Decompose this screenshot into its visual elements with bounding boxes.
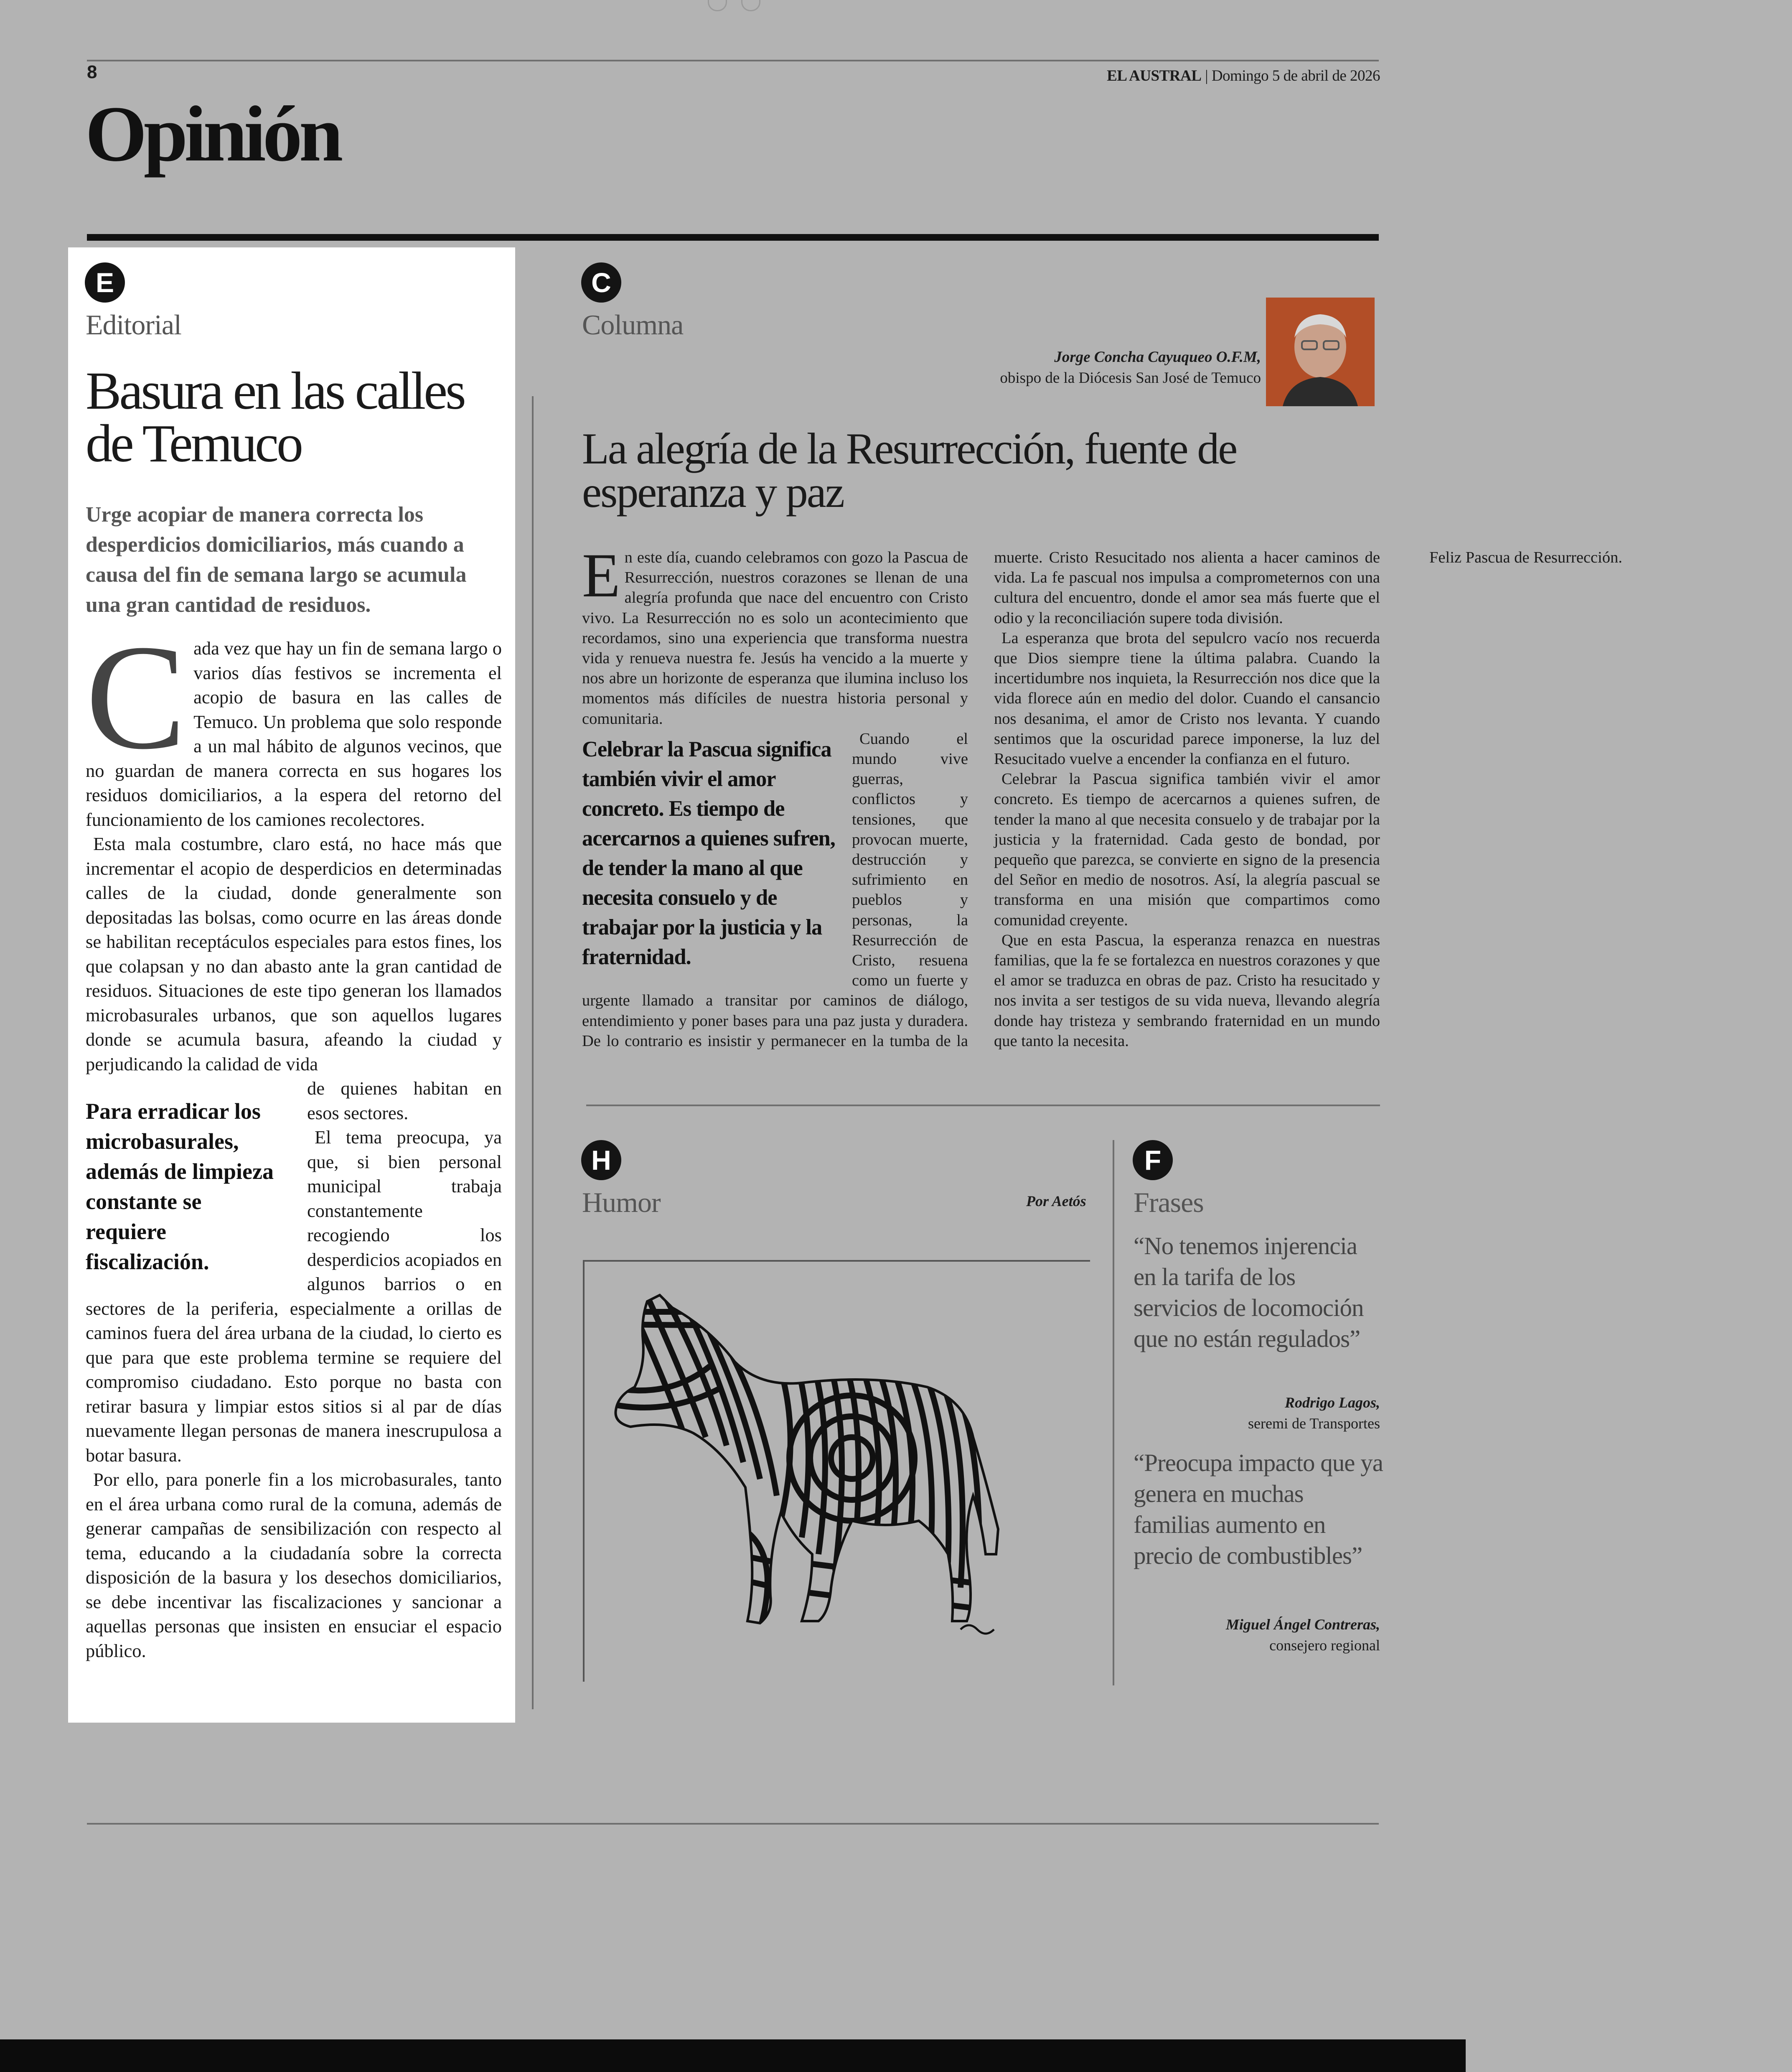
paper-name: EL AUSTRAL — [1107, 67, 1202, 84]
editorial-paragraph-2b: de quienes habitan en esos sectores. — [307, 1078, 502, 1123]
editorial-box — [68, 247, 515, 1723]
frase-quote-2: “Preocupa impacto que ya genera en muchas familias aumento en precio de combustibles” — [1134, 1449, 1383, 1569]
editorial-paragraph-4: Por ello, para ponerle fin a los microbasurales, tanto en el área urbana como rural de la comuna, además de generar campañas de sensibilización con respecto al tema, educando a la ciudadanía sobre la correcta disposición de la basura y los desechos domiciliarios, se debe incentivar las fiscalizaciones y sancionar a aquellas personas que insisten en ensuciar el espacio público. — [86, 1469, 502, 1661]
author-role: obispo de la Diócesis San José de Temuco — [1000, 369, 1261, 387]
column-paragraph-4: Celebrar la Pascua significa también vivir el amor concreto. Es tiempo de acercarnos a quienes sufren, de tender la mano al que necesita consuelo y de trabajar por la justicia y la fraternidad. Cada gesto de bondad, por pequeño que parezca, se convierte en signo de la presencia del Señor en medio de nosotros. Así, la alegría pascual se transforma en una misión que compartimos como comunidad creyente. — [994, 770, 1380, 929]
column-paragraph-2: Cuando el mundo vive guerras, conflictos y tensiones, que provocan muerte, destrucción y sufrimiento en pueblos y personas, la Resurrección de Cristo, resuena como un fuerte y urgente llamado a transitar por caminos de diálogo, entendimiento y poner bases para una paz justa y duradera. De lo contrario es insistir y permanecer en la tumba de la muerte. Cristo Resucitado nos alienta a hacer caminos de vida. La fe pascual nos impulsa a comprometernos con una cultura del encuentro, donde el amor sea más fuerte que el odio y la reconciliación supere toda división. — [582, 549, 1380, 1050]
editorial-paragraph-3: El tema preocupa, ya que, si bien personal municipal trabaja constantemente recogiendo los desperdicios acopiados en algunos barrios o en sectores de la periferia, especialmente a orillas de caminos fuera del área urbana de la ciudad, lo cierto es que para que este problema termine se requiere del compromiso ciudadano. Esto porque no basta con retirar basura y limpiar estos sitios si al par de días nuevamente llegan personas de manera inescrupulosa a botar basura. — [86, 1127, 502, 1466]
editorial-badge: E — [85, 262, 125, 303]
frases-kicker: Frases — [1134, 1186, 1204, 1218]
author-portrait — [1266, 298, 1375, 406]
frase-author-1: Rodrigo Lagos, — [1284, 1394, 1380, 1411]
frase-author-2: Miguel Ángel Contreras, — [1225, 1616, 1380, 1633]
page-number: 8 — [87, 62, 97, 82]
section-title: Opinión — [85, 90, 340, 178]
frase-role-1: seremi de Transportes — [1248, 1415, 1380, 1432]
author-name: Jorge Concha Cayuqueo O.F.M, — [1054, 349, 1261, 366]
bottom-bar — [0, 2039, 1466, 2072]
frases-badge: F — [1133, 1140, 1173, 1180]
column-paragraph-1: n este día, cuando celebramos con gozo la Pascua de Resurrección, nuestros corazones se llenan de una alegría profunda que nace del encuentro con Cristo vivo. La Resurrección no es solo un acontecimiento que recordamos, sino una experiencia que transforma nuestra vida y renueva nuestra fe. Jesús ha vencido a la muerte y nos abre un horizonte de esperanza que ilumina incluso los momentos más difíciles de nuestra historia personal y comunitaria. — [582, 549, 968, 728]
humor-byline: Por Aetós — [1026, 1193, 1086, 1209]
lower-rule — [586, 1105, 1380, 1106]
column-headline: La alegría de la Resurrección, fuente de esperanza y paz — [582, 424, 1237, 517]
frases-divider — [1113, 1140, 1114, 1685]
pager-dot-next[interactable] — [741, 0, 760, 11]
column-kicker: Columna — [582, 309, 684, 341]
editorial-pullquote: Para erradicar los microbasurales, además de limpieza constante se requiere fiscalización. — [86, 1099, 274, 1274]
humor-badge: H — [581, 1140, 621, 1180]
masthead — [1107, 67, 1380, 85]
column-paragraph-5: Que en esta Pascua, la esperanza renazca en nuestras familias, que la fe se fortalezca en nuestros corazones y que el amor se traduzca en obras de paz. Cristo ha resucitado y nos invita a ser testigos de su vida nueva, llevando alegría donde hay tristeza y sembrando fraternidad en un mundo que tanto la necesita. — [994, 931, 1380, 1050]
editorial-kicker: Editorial — [86, 309, 181, 341]
artist-signature — [961, 1625, 994, 1634]
frase-quote-1: “No tenemos injerencia en la tarifa de los servicios de locomoción que no están regulados” — [1134, 1232, 1364, 1352]
humor-kicker: Humor — [582, 1186, 661, 1218]
frase-role-2: consejero regional — [1269, 1637, 1380, 1654]
humor-cartoon — [583, 1260, 1090, 1682]
column-divider — [532, 396, 534, 1709]
column-author — [1000, 347, 1261, 389]
author-avatar — [1266, 298, 1375, 406]
section-rule — [87, 234, 1379, 241]
issue-date: | Domingo 5 de abril de 2026 — [1205, 67, 1380, 84]
editorial-body — [86, 613, 502, 1663]
column-dropcap: E — [582, 541, 620, 610]
editorial-paragraph-2: Esta mala costumbre, claro está, no hace más que incrementar el acopio de desperdicios en determinadas calles de la ciudad, donde generalmente son depositadas las bolsas, como ocurre en las áreas donde se habilitan receptáculos especiales para estos fines, los que colapsan y no dan abasto ante la gran cantidad de residuos. Situaciones de este tipo generan los llamados microbasurales urbanos, que son aquellos lugares donde se acumula basura, afeando la ciudad y perjudicando la calidad de vida — [86, 833, 502, 1074]
column-closing: Feliz Pascua de Resurrección. — [1429, 549, 1622, 566]
editorial-dropcap: C — [86, 613, 186, 780]
editorial-lead: Urge acopiar de manera correcta los desperdicios domiciliarios, más cuando a causa del fin de semana largo se acumula una gran cantidad de residuos. — [86, 503, 467, 617]
column-badge: C — [581, 262, 621, 303]
column-body — [582, 541, 1622, 1053]
footer-rule — [87, 1823, 1379, 1825]
editorial-headline: Basura en las calles de Temuco — [86, 361, 464, 473]
top-rule — [87, 60, 1379, 61]
pager-dot-prev[interactable] — [708, 0, 727, 11]
zebra-illustration — [585, 1262, 1090, 1682]
column-paragraph-3: La esperanza que brota del sepulcro vacío nos recuerda que Dios siempre tiene la última palabra. Cuando la incertidumbre nos inquieta, la Resurrección nos dice que la vida florece aún en medio del dolor. Cuando el cansancio nos desanima, el amor de Cristo nos levanta. Y cuando sentimos que la oscuridad parece imponerse, la luz del Resucitado vuelve a encender la confianza en el futuro. — [994, 629, 1380, 768]
column-pullquote: Celebrar la Pascua significa también vivir el amor concreto. Es tiempo de acercarnos a quienes sufren, de tender la mano al que necesita consuelo y de trabajar por la justicia y la fraternidad. — [582, 737, 835, 969]
editorial-paragraph-1: ada vez que hay un fin de semana largo o varios días festivos se incrementa el acopio de basura en las calles de Temuco. Un problema que solo responde a un mal hábito de algunos vecinos, que no guardan de manera correcta en sus hogares los residuos domiciliarios, a la espera del retorno del funcionamiento de los camiones recolectores. — [86, 638, 502, 830]
